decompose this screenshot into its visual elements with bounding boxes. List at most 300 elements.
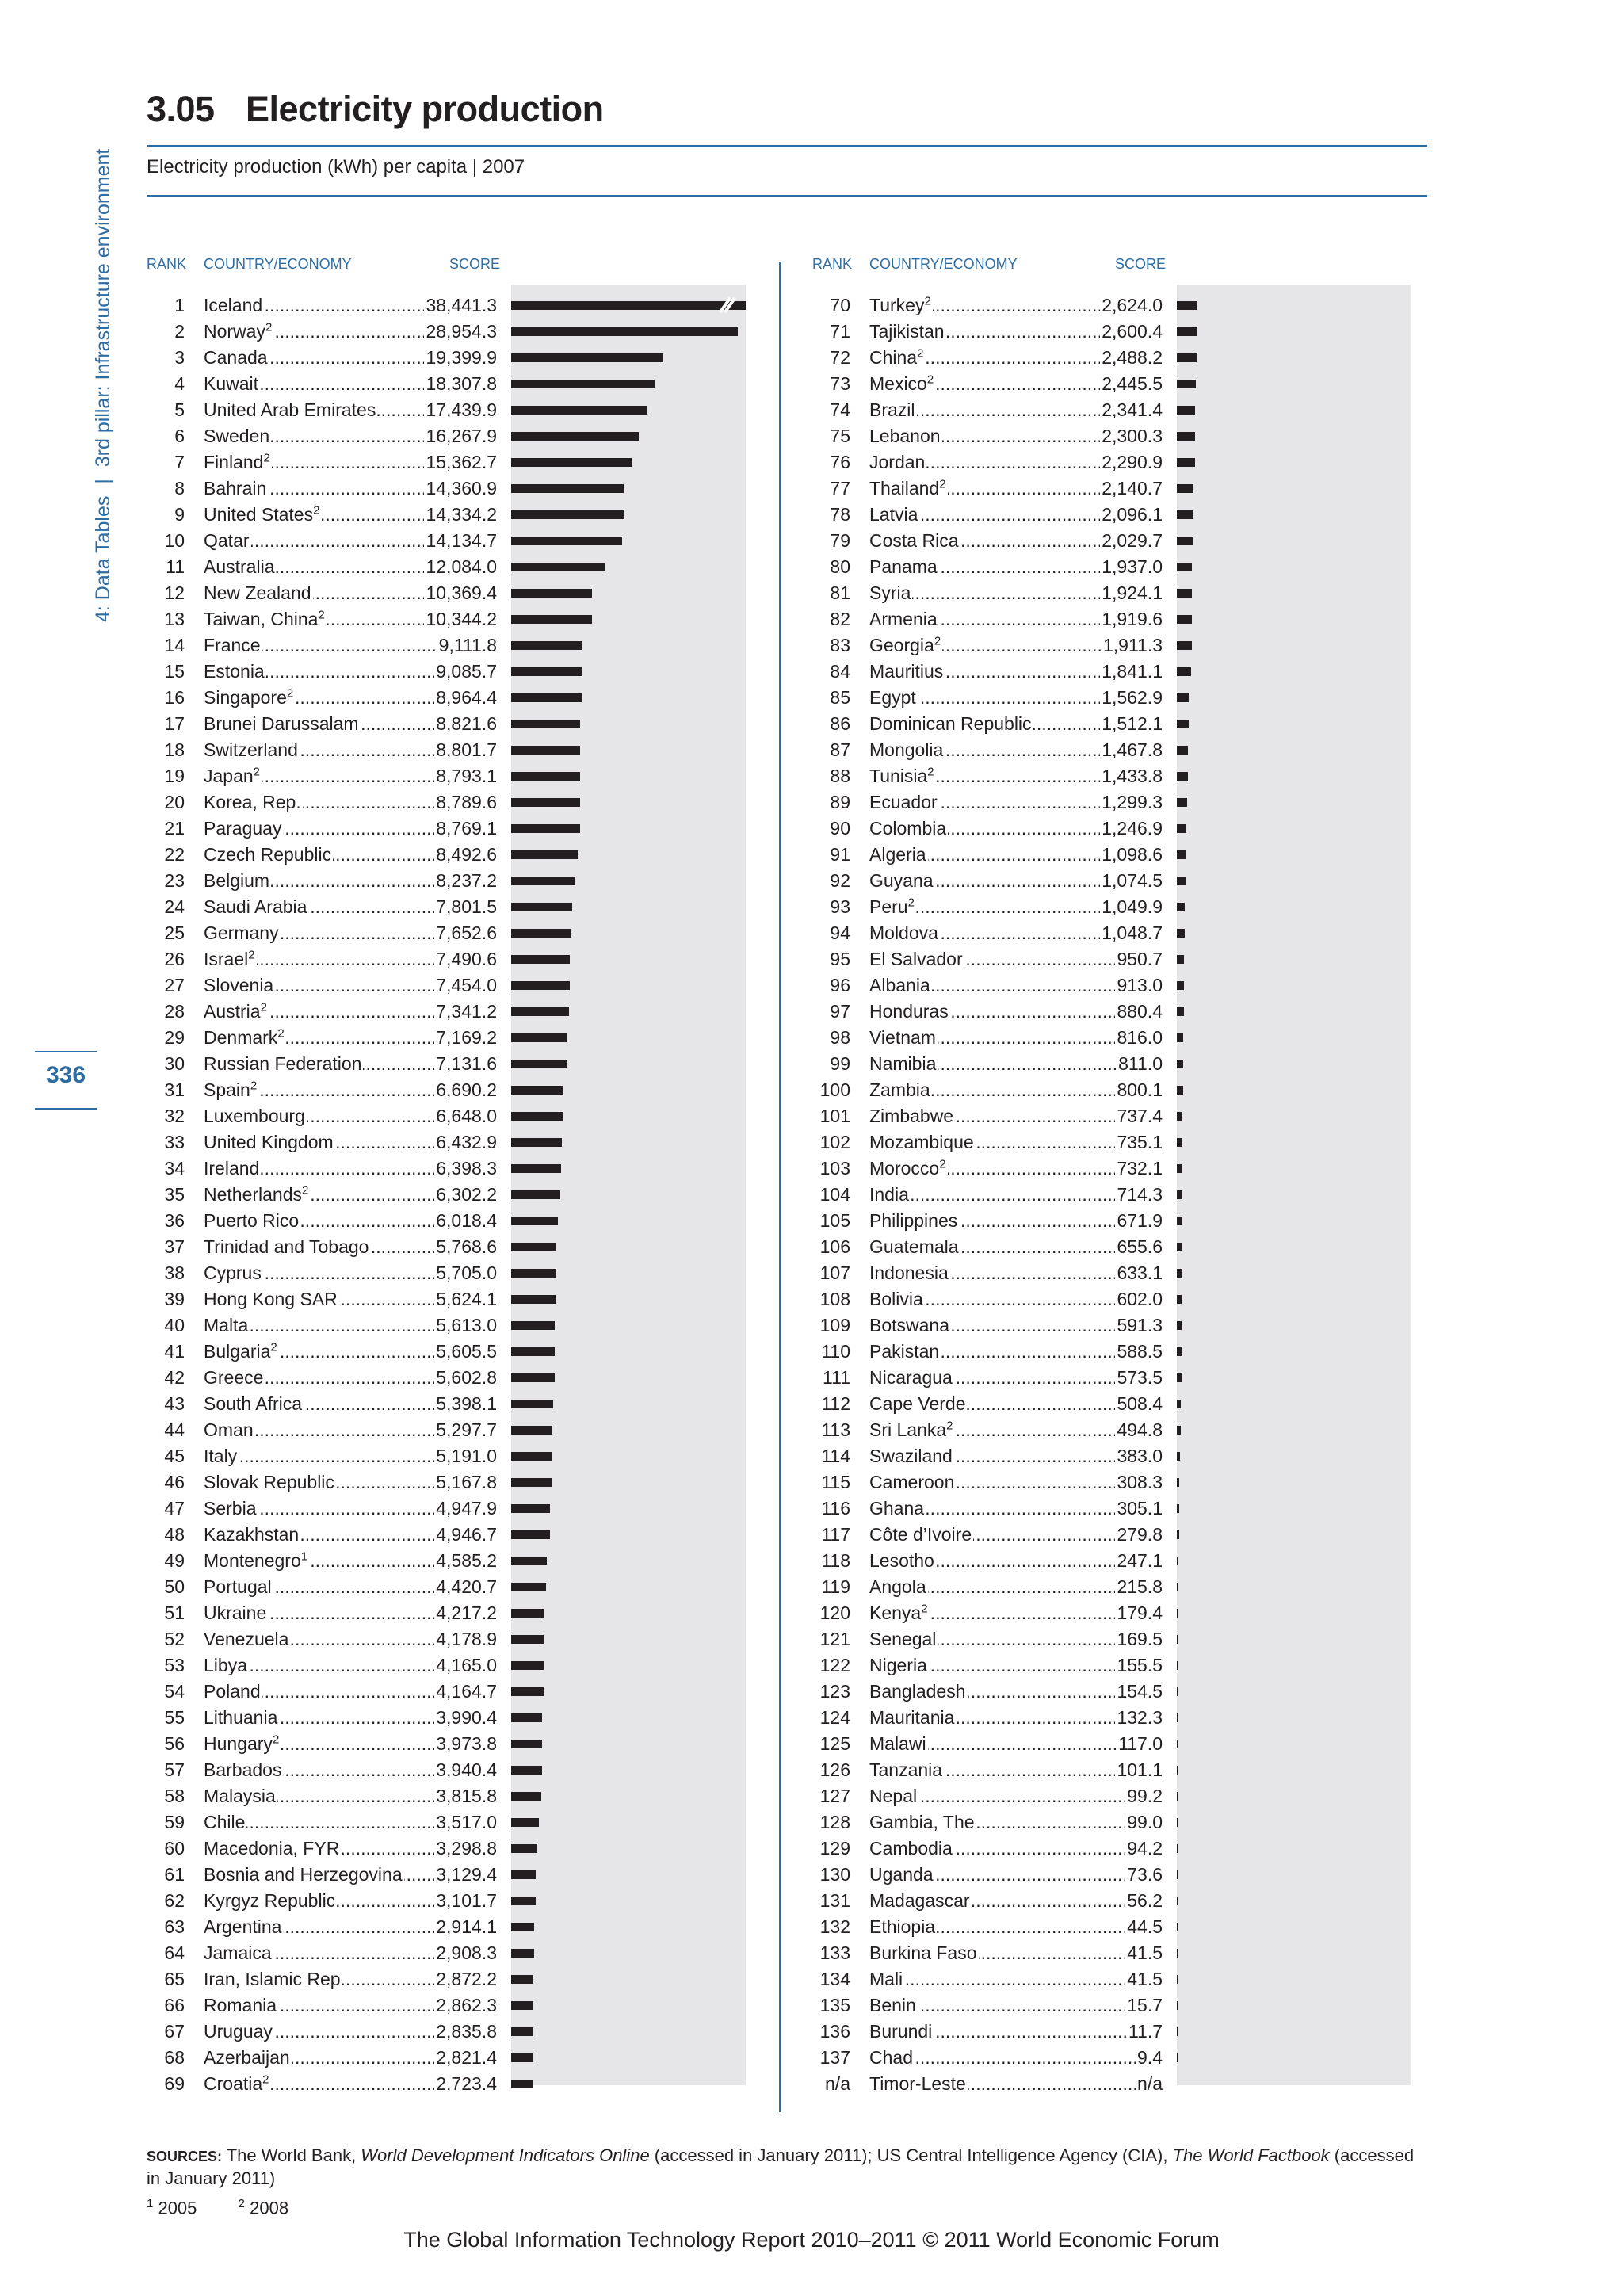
score-cell: 2,821.4 [436, 2047, 497, 2068]
rank-cell: 19 [164, 766, 185, 786]
rank-cell: 33 [164, 1132, 185, 1152]
footnote-mark: 2 [286, 686, 294, 701]
score-cell: 5,613.0 [436, 1315, 497, 1335]
rank-cell: 29 [164, 1027, 185, 1048]
table-row [147, 1339, 749, 1365]
table-row [147, 1679, 749, 1705]
table-row [812, 292, 1415, 319]
rank-cell: 81 [830, 583, 850, 603]
table-row [147, 1914, 749, 1940]
score-cell: 6,648.0 [436, 1106, 497, 1126]
score-bar [1177, 353, 1197, 362]
rank-cell: 101 [819, 1106, 850, 1126]
table-row [147, 1574, 749, 1600]
table-row [812, 789, 1415, 816]
table-row [812, 763, 1415, 789]
country-name: Pakistan [869, 1341, 940, 1362]
score-cell: 2,835.8 [436, 2021, 497, 2042]
score-bar [511, 432, 639, 441]
rank-cell: 9 [174, 504, 185, 525]
score-cell: 7,169.2 [436, 1027, 497, 1048]
table-row [147, 972, 749, 999]
score-bar [511, 2027, 533, 2036]
score-bar [511, 1713, 542, 1722]
table-row [812, 319, 1415, 345]
score-cell: 7,454.0 [436, 975, 497, 995]
score-cell: 101.1 [1117, 1759, 1163, 1780]
score-cell: 2,290.9 [1102, 452, 1163, 472]
country-name: Serbia [204, 1498, 257, 1519]
table-row [812, 1757, 1415, 1783]
score-cell: 6,302.2 [436, 1184, 497, 1205]
score-bar [1177, 641, 1192, 650]
score-bar [511, 1530, 550, 1539]
score-bar [511, 1190, 560, 1199]
table-row [147, 1234, 749, 1260]
score-cell: 6,398.3 [436, 1158, 497, 1179]
score-bar [1177, 1975, 1178, 1984]
score-bar [1177, 1949, 1178, 1958]
score-cell: 913.0 [1117, 975, 1163, 995]
score-bar [1177, 1243, 1182, 1251]
score-bar [1177, 1269, 1182, 1278]
country-name: Nepal [869, 1786, 918, 1806]
score-bar [511, 929, 571, 938]
rank-cell: 41 [164, 1341, 185, 1362]
country-name: Korea, Rep. [204, 792, 301, 812]
country-name: Czech Republic [204, 844, 332, 865]
table-row [147, 292, 749, 319]
rank-cell: 137 [819, 2047, 850, 2068]
rank-cell: 95 [830, 949, 850, 969]
title-rule [147, 145, 1427, 147]
country-name: Burundi [869, 2021, 933, 2042]
score-bar [511, 1844, 537, 1853]
score-cell: 3,815.8 [436, 1786, 497, 1806]
score-bar [1177, 1373, 1182, 1382]
country-name: Bosnia and Herzegovina [204, 1864, 403, 1885]
footnote-mark: 2 [907, 896, 915, 910]
country-name: Costa Rica [869, 530, 959, 551]
rank-cell: 14 [164, 635, 185, 655]
table-row [812, 554, 1415, 580]
country-name: Mongolia [869, 739, 944, 760]
score-cell: 737.4 [1117, 1106, 1163, 1126]
country-name: Russian Federation [204, 1053, 362, 1074]
score-cell: 279.8 [1117, 1524, 1163, 1545]
footnote-mark: 2 [934, 634, 941, 648]
table-row [812, 1574, 1415, 1600]
table-row [812, 1156, 1415, 1182]
score-cell: 2,872.2 [436, 1969, 497, 1989]
rank-cell: 103 [819, 1158, 850, 1179]
score-cell: 15.7 [1127, 1995, 1163, 2015]
score-bar [1177, 1740, 1178, 1748]
country-name: Egypt [869, 687, 916, 708]
country-name: Hungary [204, 1733, 273, 1754]
table-row [147, 1391, 749, 1417]
rank-cell: 47 [164, 1498, 185, 1519]
rank-cell: 25 [164, 923, 185, 943]
rank-cell: 113 [821, 1419, 850, 1440]
country-name: Colombia [869, 818, 947, 839]
score-cell: 2,908.3 [436, 1943, 497, 1963]
side-section: 4: Data Tables [92, 495, 114, 622]
country-name: Namibia [869, 1053, 937, 1074]
score-cell: 3,973.8 [436, 1733, 497, 1754]
country-name: Tanzania [869, 1759, 943, 1780]
footnote-mark: 2 [926, 372, 934, 387]
score-bar [511, 2053, 533, 2062]
score-bar [511, 1426, 552, 1435]
table-row [147, 1888, 749, 1914]
country-name: Luxembourg [204, 1106, 305, 1126]
score-bar [1177, 406, 1195, 415]
rank-cell: 3 [174, 347, 185, 368]
score-cell: 15,362.7 [426, 452, 497, 472]
footnote-mark: 2 [277, 1026, 285, 1041]
table-row [147, 737, 749, 763]
score-bar [511, 589, 592, 598]
rank-cell: 109 [819, 1315, 850, 1335]
rank-cell: 6 [174, 426, 185, 446]
country-name: Vietnam [869, 1027, 936, 1048]
score-bar [511, 1321, 555, 1330]
score-cell: 1,911.3 [1102, 635, 1163, 655]
country-name: Finland [204, 452, 264, 472]
score-cell: 8,821.6 [436, 713, 497, 734]
score-cell: 5,167.8 [436, 1472, 497, 1492]
score-cell: 735.1 [1117, 1132, 1163, 1152]
country-name: Philippines [869, 1210, 958, 1231]
score-cell: 2,300.3 [1102, 426, 1163, 446]
score-bar [1177, 693, 1189, 702]
score-cell: 38,441.3 [426, 295, 497, 315]
country-name: Morocco [869, 1158, 940, 1179]
score-cell: 155.5 [1117, 1655, 1163, 1675]
table-row [812, 1286, 1415, 1312]
score-cell: 154.5 [1117, 1681, 1163, 1702]
country-name: Lebanon [869, 426, 941, 446]
country-name: Burkina Faso [869, 1943, 977, 1963]
score-cell: 2,723.4 [436, 2073, 497, 2094]
score-cell: 14,134.7 [426, 530, 497, 551]
footnote-mark: 2 [921, 1602, 928, 1616]
country-name: Côte d’Ivoire [869, 1524, 972, 1545]
table-row [147, 449, 749, 476]
score-bar [511, 1007, 569, 1016]
table-row [147, 1783, 749, 1809]
table-row [812, 1391, 1415, 1417]
country-name: Macedonia, FYR [204, 1838, 340, 1859]
table-row [147, 1051, 749, 1077]
score-cell: 4,178.9 [436, 1629, 497, 1649]
score-cell: 28,954.3 [426, 321, 497, 342]
table-title: Electricity production [246, 89, 604, 129]
rank-cell: 93 [830, 896, 850, 917]
score-cell: 8,789.6 [436, 792, 497, 812]
score-bar [511, 1086, 563, 1095]
footnote-mark: 2 [927, 765, 934, 779]
rank-cell: 98 [830, 1027, 850, 1048]
country-name: Turkey [869, 295, 925, 315]
score-bar [1177, 1897, 1178, 1905]
country-name: Saudi Arabia [204, 896, 307, 917]
table-row [147, 397, 749, 423]
sources-note [147, 2145, 1430, 2190]
table-row [147, 1286, 749, 1312]
rank-cell: 87 [830, 739, 850, 760]
country-name: Hong Kong SAR [204, 1289, 338, 1309]
table-row [147, 1548, 749, 1574]
score-cell: 2,488.2 [1102, 347, 1163, 368]
table-row [147, 2019, 749, 2045]
score-bar [1177, 1687, 1178, 1696]
country-name: Montenegro [204, 1550, 301, 1571]
score-bar [1177, 1557, 1178, 1565]
score-cell: 2,096.1 [1102, 504, 1163, 525]
rank-cell: 23 [164, 870, 185, 891]
score-cell: 1,048.7 [1102, 923, 1163, 943]
rank-cell: 49 [164, 1550, 185, 1571]
table-row [147, 789, 749, 816]
score-bar [511, 1033, 567, 1042]
table-row [812, 659, 1415, 685]
score-bar [511, 798, 580, 807]
footnote-mark: 2 [939, 1157, 946, 1171]
country-name: Tajikistan [869, 321, 945, 342]
score-cell: 4,585.2 [436, 1550, 497, 1571]
rank-cell: 60 [164, 1838, 185, 1859]
table-row [812, 1443, 1415, 1469]
rank-cell: 11 [166, 556, 185, 577]
country-name: Mauritius [869, 661, 944, 682]
table-row [147, 920, 749, 946]
score-bar [511, 720, 580, 728]
score-cell: 6,018.4 [436, 1210, 497, 1231]
country-name: Sri Lanka [869, 1419, 947, 1440]
score-bar [1177, 850, 1186, 859]
table-row [812, 1888, 1415, 1914]
score-cell: 1,924.1 [1102, 583, 1163, 603]
country-name: Guatemala [869, 1236, 959, 1257]
score-cell: 3,940.4 [436, 1759, 497, 1780]
score-bar [1177, 1164, 1182, 1173]
page-number: 336 [45, 1062, 86, 1088]
score-bar [1177, 1400, 1181, 1408]
country-name: Denmark [204, 1027, 278, 1048]
score-bar [1177, 589, 1192, 598]
table-row [147, 1992, 749, 2019]
score-bar [1177, 1530, 1179, 1539]
score-cell: 5,297.7 [436, 1419, 497, 1440]
score-bar [1177, 615, 1192, 624]
table-row [147, 1208, 749, 1234]
score-bar [1177, 1844, 1178, 1853]
score-cell: 179.4 [1117, 1603, 1163, 1623]
footnote-mark: 2 [248, 948, 255, 962]
table-row [147, 1757, 749, 1783]
country-name: Greece [204, 1367, 264, 1388]
footnote-mark: 1 [147, 2197, 154, 2210]
score-bar [1177, 1060, 1183, 1068]
country-name: Mexico [869, 373, 927, 394]
score-cell: 3,517.0 [436, 1812, 497, 1832]
score-cell: 7,341.2 [436, 1001, 497, 1022]
table-row [812, 580, 1415, 606]
country-name: Cameroon [869, 1472, 955, 1492]
country-name: Barbados [204, 1759, 282, 1780]
country-name: Uruguay [204, 2021, 273, 2042]
table-row [147, 1966, 749, 1992]
score-cell: 816.0 [1117, 1027, 1163, 1048]
score-cell: 99.0 [1127, 1812, 1163, 1832]
table-row [147, 1312, 749, 1339]
table-row [812, 502, 1415, 528]
footnote-mark: 2 [260, 1000, 267, 1014]
rank-cell: 4 [174, 373, 185, 394]
score-bar [1177, 929, 1185, 938]
score-bar [1177, 1713, 1178, 1722]
score-bar [511, 510, 624, 519]
score-bar [511, 1452, 552, 1461]
rank-cell: 27 [164, 975, 185, 995]
score-bar [1177, 1870, 1178, 1879]
rank-cell: 88 [830, 766, 850, 786]
country-name: United States [204, 504, 314, 525]
score-cell: 94.2 [1127, 1838, 1163, 1859]
score-cell: 6,432.9 [436, 1132, 497, 1152]
side-separator: | [92, 479, 114, 484]
score-cell: 5,624.1 [436, 1289, 497, 1309]
table-row [812, 1652, 1415, 1679]
footnote-mark: 2 [270, 1340, 277, 1354]
rank-cell: 123 [819, 1681, 850, 1702]
rank-cell: 21 [164, 818, 185, 839]
score-cell: 1,074.5 [1102, 870, 1163, 891]
side-section-label [65, 99, 113, 622]
rank-cell: 64 [164, 1943, 185, 1963]
rank-cell: 76 [830, 452, 850, 472]
table-row [147, 2071, 749, 2097]
score-cell: 8,492.6 [436, 844, 497, 865]
score-bar [1177, 1583, 1178, 1591]
table-row [812, 449, 1415, 476]
page-title [147, 89, 604, 130]
score-bar [1177, 1923, 1178, 1931]
rank-cell: 36 [164, 1210, 185, 1231]
header-country: COUNTRY/ECONOMY [869, 256, 1018, 272]
rank-cell: 86 [830, 713, 850, 734]
score-bar [511, 563, 605, 571]
footnote-text: 2005 [153, 2198, 197, 2218]
table-row [812, 1679, 1415, 1705]
rank-cell: 63 [164, 1916, 185, 1937]
rank-cell: 126 [819, 1759, 850, 1780]
score-bar [511, 1243, 556, 1251]
table-row [812, 1103, 1415, 1129]
header-score: SCORE [1115, 256, 1167, 272]
score-cell: 1,562.9 [1102, 687, 1163, 708]
table-row [812, 999, 1415, 1025]
score-cell: 2,341.4 [1102, 399, 1163, 420]
score-cell: 8,237.2 [436, 870, 497, 891]
score-cell: 99.2 [1127, 1786, 1163, 1806]
footnote-mark: 2 [263, 451, 270, 465]
country-name: Venezuela [204, 1629, 289, 1649]
score-cell: 800.1 [1117, 1079, 1163, 1100]
table-row [812, 2019, 1415, 2045]
rank-cell: 69 [164, 2073, 185, 2094]
score-cell: 1,467.8 [1102, 739, 1163, 760]
rank-cell: 90 [830, 818, 850, 839]
country-name: Argentina [204, 1916, 282, 1937]
score-bar [511, 380, 655, 388]
score-bar [511, 1164, 561, 1173]
table-row [812, 868, 1415, 894]
rank-cell: 136 [819, 2021, 850, 2042]
country-name: Bangladesh [869, 1681, 966, 1702]
table-row [812, 476, 1415, 502]
footnote-mark: 2 [272, 1733, 280, 1747]
score-cell: 17,439.9 [426, 399, 497, 420]
footnote-mark: 2 [318, 608, 325, 622]
table-row [147, 606, 749, 632]
score-cell: 811.0 [1118, 1053, 1163, 1074]
score-bar [511, 1217, 558, 1225]
country-name: Swaziland [869, 1446, 953, 1466]
score-bar [1177, 1112, 1182, 1121]
score-bar [1177, 301, 1197, 310]
table-row [812, 1548, 1415, 1574]
score-bar [1177, 1452, 1180, 1461]
country-name: Norway [204, 321, 265, 342]
rank-cell: 124 [819, 1707, 850, 1728]
rank-cell: 12 [164, 583, 185, 603]
score-cell: 5,398.1 [436, 1393, 497, 1414]
score-bar [511, 1923, 534, 1931]
score-bar [1177, 1426, 1181, 1435]
rank-cell: 16 [164, 687, 185, 708]
country-name: Poland [204, 1681, 261, 1702]
country-name: Slovenia [204, 975, 274, 995]
subtitle-rule [147, 195, 1427, 197]
score-cell: 4,165.0 [436, 1655, 497, 1675]
rank-cell: 42 [164, 1367, 185, 1388]
rank-cell: 26 [164, 949, 185, 969]
indicator-subtitle: Electricity production (kWh) per capita | 2007 [147, 156, 525, 178]
table-row [147, 946, 749, 972]
rank-cell: 67 [164, 2021, 185, 2042]
table-row [812, 528, 1415, 554]
score-bar [511, 1975, 533, 1984]
score-cell: 2,029.7 [1102, 530, 1163, 551]
table-row [147, 1600, 749, 1626]
score-bar [1177, 510, 1193, 519]
score-bar [511, 772, 580, 781]
score-bar [511, 301, 746, 310]
table-row [812, 946, 1415, 972]
rank-cell: 73 [830, 373, 850, 394]
country-name: Netherlands [204, 1184, 303, 1205]
footnote-mark: 2 [265, 320, 273, 334]
country-name: Chile [204, 1812, 246, 1832]
table-row [812, 1522, 1415, 1548]
rank-cell: 91 [830, 844, 850, 865]
score-bar [1177, 2027, 1178, 2036]
country-name: Jamaica [204, 1943, 272, 1963]
table-row [147, 1731, 749, 1757]
